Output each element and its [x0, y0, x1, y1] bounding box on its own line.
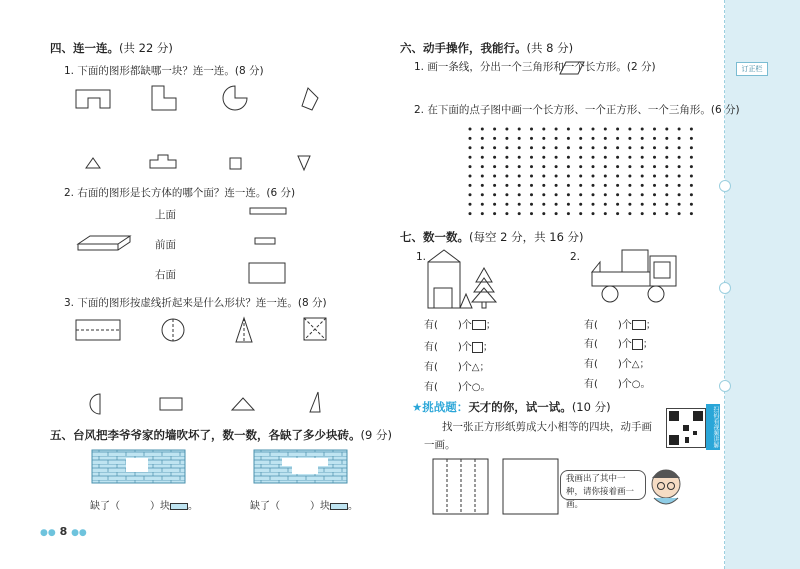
count-6-text: 有( )个 — [584, 339, 632, 350]
binding-hole — [719, 380, 731, 392]
wall-1-blank: 缺了（ ）块 — [90, 501, 170, 512]
binding-strip — [725, 0, 800, 569]
face-label-right: 右面 — [155, 269, 176, 281]
section-5-points: (9 分) — [360, 428, 392, 442]
correction-column-tag: 订正栏 — [736, 62, 768, 76]
count-2-text: 有( )个 — [424, 342, 472, 353]
wall-2-blank: 缺了（ ）块 — [250, 501, 330, 512]
challenge-label: ★挑战题： — [412, 400, 469, 414]
count-5-suffix: ； — [645, 320, 656, 331]
page-number-text: 8 — [59, 525, 68, 538]
challenge-points: (10 分) — [571, 400, 611, 414]
qr-video-label: 扫码看视频讲解 — [706, 404, 720, 450]
section-7-title: 七、数一数。 — [400, 230, 469, 244]
s4-question-1: 1. 下面的图形都缺哪一块？连一连。(8 分) — [64, 65, 264, 77]
s4-question-2: 2. 右面的图形是长方体的哪个面？连一连。(6 分) — [64, 187, 296, 199]
wall-1-tail: 。 — [188, 501, 198, 512]
speech-bubble: 我画出了其中一种，请你接着画一画。 — [560, 470, 646, 500]
figure-1-label: 1. — [416, 251, 427, 263]
count-7-row: 有( )个△； — [584, 359, 650, 370]
face-label-top: 上面 — [155, 209, 176, 221]
count-1-text: 有( )个 — [424, 320, 472, 331]
section-6-points: (共 8 分) — [526, 41, 574, 55]
challenge-text-2: 一画。 — [424, 439, 456, 451]
section-5-title: 五、台风把李爷爷家的墙吹坏了，数一数，各缺了多少块砖。 — [50, 428, 361, 442]
count-3-row: 有( )个△； — [424, 362, 490, 373]
s6-question-1: 1. 画一条线，分出一个三角形和一个长方形。(2 分) — [414, 61, 656, 73]
section-7-points: (每空 2 分，共 16 分) — [469, 230, 584, 244]
s4-question-3: 3. 下面的图形按虚线折起来是什么形状？连一连。(8 分) — [64, 297, 327, 309]
wall-2-tail: 。 — [348, 501, 358, 512]
challenge-text-1: 找一张正方形纸剪成大小相等的四块，动手画 — [442, 421, 652, 433]
section-4-title: 四、连一连。 — [50, 41, 119, 55]
face-label-front: 前面 — [155, 239, 176, 251]
figure-2-label: 2. — [570, 251, 581, 263]
count-5-text: 有( )个 — [584, 320, 632, 331]
challenge-title: 天才的你，试一试。 — [468, 400, 572, 414]
count-6-suffix: ； — [642, 339, 653, 350]
section-6-title: 六、动手操作，我能行。 — [400, 41, 527, 55]
count-4-row: 有( )个○。 — [424, 382, 491, 393]
count-8-row: 有( )个○。 — [584, 379, 651, 390]
qr-code-icon[interactable] — [666, 408, 706, 448]
binding-hole — [719, 282, 731, 294]
decor-dots-icon: ●● — [40, 528, 56, 538]
section-4-points: (共 22 分) — [119, 41, 173, 55]
decor-dots-icon: ●● — [71, 528, 87, 538]
count-2-suffix: ； — [482, 342, 493, 353]
binding-hole — [719, 180, 731, 192]
s6-question-2: 2. 在下面的点子图中画一个长方形、一个正方形、一个三角形。(6 分) — [414, 104, 740, 116]
count-1-suffix: ； — [485, 320, 496, 331]
